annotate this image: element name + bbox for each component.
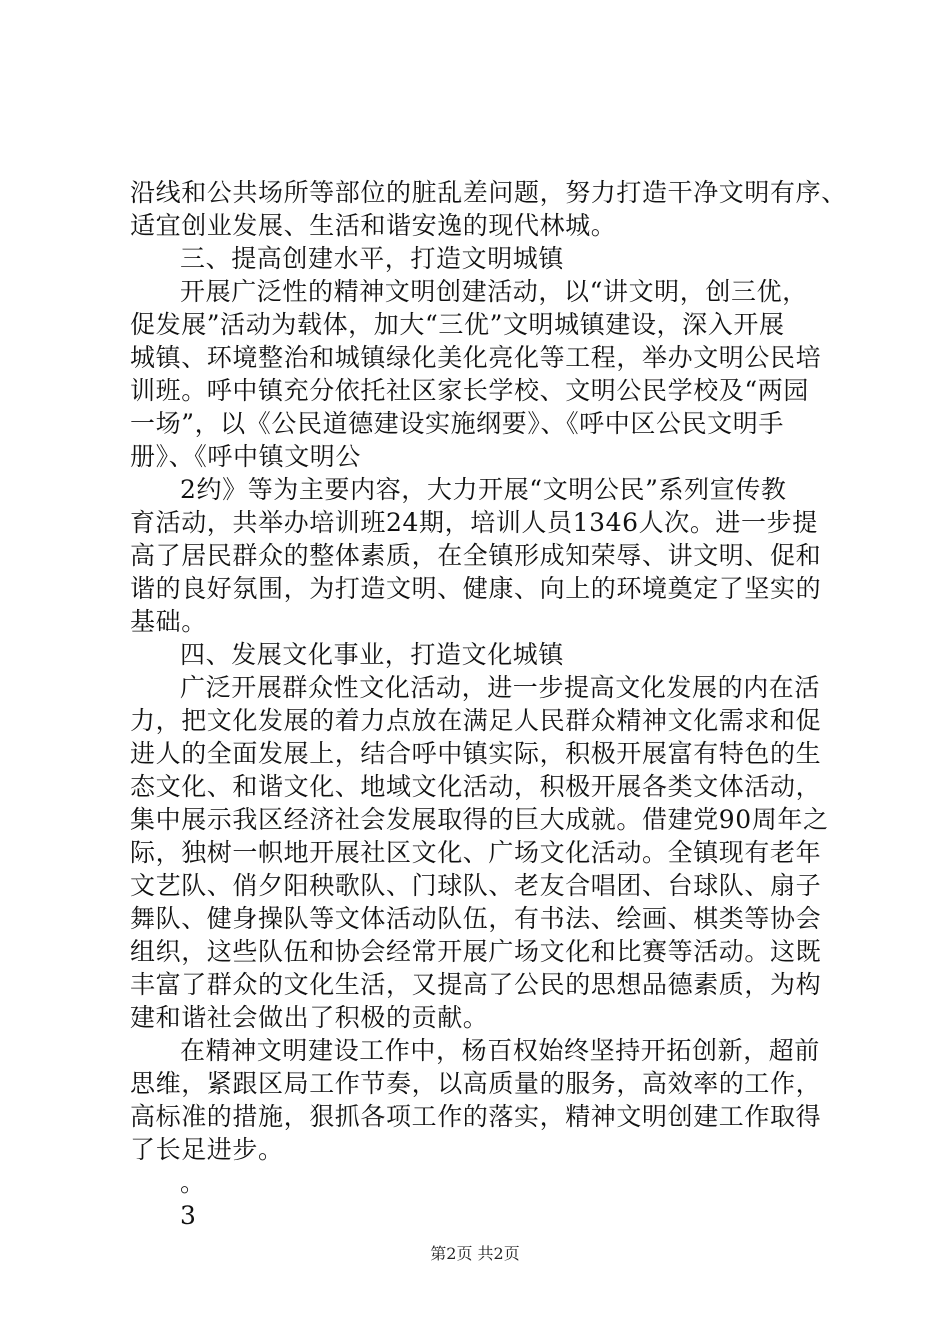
text-line: 文艺队、俏夕阳秧歌队、门球队、老友合唱团、台球队、扇子	[130, 871, 822, 900]
text-line: 丰富了群众的文化生活，又提高了公民的思想品德素质，为构	[130, 970, 822, 999]
section-heading: 三、提高创建水平，打造文明城镇	[180, 244, 565, 273]
text-line: 高了居民群众的整体素质，在全镇形成知荣辱、讲文明、促和	[130, 541, 822, 570]
text-line: 进人的全面发展上，结合呼中镇实际，积极开展富有特色的生	[130, 739, 822, 768]
text-line: 训班。呼中镇充分依托社区家长学校、文明公民学校及“两园	[130, 376, 809, 405]
text-line: 促发展”活动为载体，加大“三优”文明城镇建设，深入开展	[130, 310, 785, 339]
text-line: 了长足进步。	[130, 1135, 284, 1164]
text-line: 2约》等为主要内容，大力开展“文明公民”系列宣传教	[180, 475, 787, 504]
text-line: 建和谐社会做出了积极的贡献。	[130, 1003, 489, 1032]
text-line: 集中展示我区经济社会发展取得的巨大成就。借建党90周年之	[130, 805, 829, 834]
text-line: 广泛开展群众性文化活动，进一步提高文化发展的内在活	[180, 673, 821, 702]
text-line: 基础。	[130, 607, 207, 636]
text-line: 适宜创业发展、生活和谐安逸的现代林城。	[130, 211, 617, 240]
text-line: 际，独树一帜地开展社区文化、广场文化活动。全镇现有老年	[130, 838, 822, 867]
text-line: 在精神文明建设工作中，杨百权始终坚持开拓创新，超前	[180, 1036, 821, 1065]
page-number-inline: 3	[180, 1201, 197, 1230]
text-line: 育活动，共举办培训班24期，培训人员1346人次。进一步提	[130, 508, 818, 537]
text-line: 册》、《呼中镇文明公	[130, 442, 362, 471]
text-line: 。	[180, 1168, 206, 1197]
text-line: 一场”，以《公民道德建设实施纲要》、《呼中区公民文明手	[130, 409, 784, 438]
text-line: 态文化、和谐文化、地域文化活动，积极开展各类文体活动，	[130, 772, 822, 801]
text-line: 开展广泛性的精神文明创建活动，以“讲文明，创三优，	[180, 277, 808, 306]
section-heading: 四、发展文化事业，打造文化城镇	[180, 640, 565, 669]
text-line: 谐的良好氛围，为打造文明、健康、向上的环境奠定了坚实的	[130, 574, 822, 603]
text-line: 思维，紧跟区局工作节奏，以高质量的服务，高效率的工作，	[130, 1069, 822, 1098]
text-line: 高标准的措施，狠抓各项工作的落实，精神文明创建工作取得	[130, 1102, 822, 1131]
text-line: 力，把文化发展的着力点放在满足人民群众精神文化需求和促	[130, 706, 822, 735]
page-footer: 第2页 共2页	[430, 1244, 520, 1263]
text-line: 城镇、环境整治和城镇绿化美化亮化等工程，举办文明公民培	[130, 343, 822, 372]
text-line: 组织，这些队伍和协会经常开展广场文化和比赛等活动。这既	[130, 937, 822, 966]
text-line: 沿线和公共场所等部位的脏乱差问题，努力打造干净文明有序、	[130, 178, 847, 207]
text-line: 舞队、健身操队等文体活动队伍，有书法、绘画、棋类等协会	[130, 904, 822, 933]
